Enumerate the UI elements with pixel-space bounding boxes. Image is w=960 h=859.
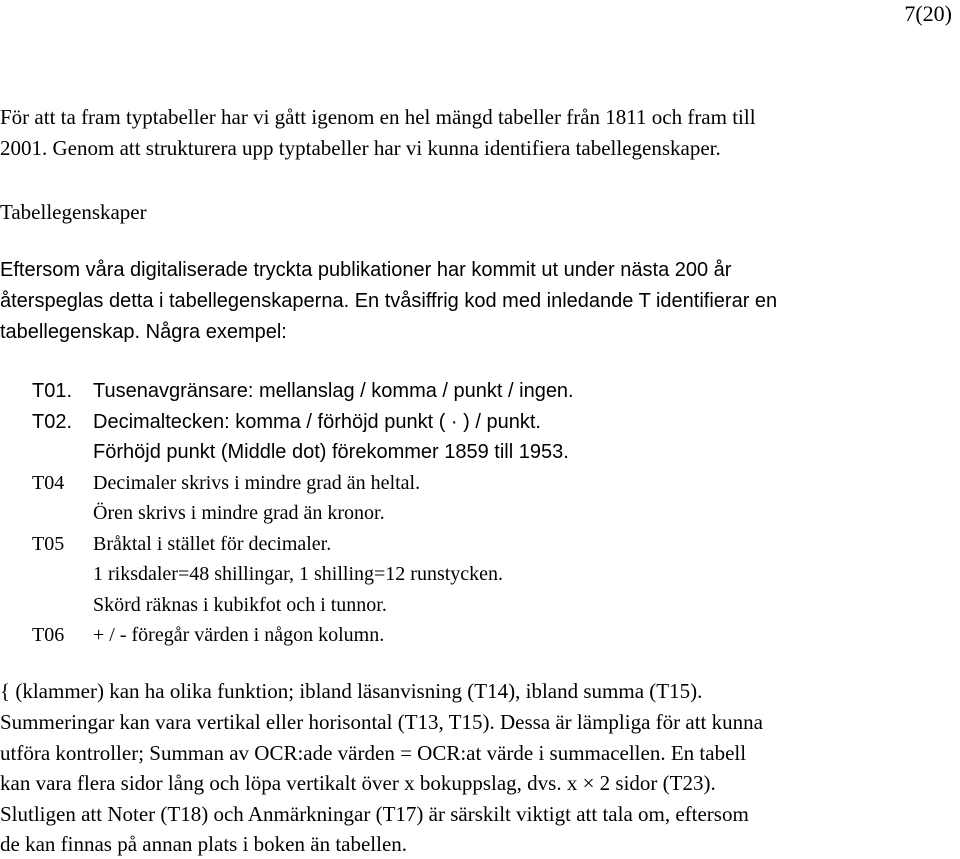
code-description: + / - föregår värden i någon kolumn. xyxy=(93,624,385,646)
code-row xyxy=(32,594,574,625)
table-property-code-list xyxy=(32,380,574,655)
intro-line-2: 2001. Genom att strukturera upp typtabeller har vi kunna identifiera tabellegenskaper. xyxy=(0,136,721,160)
code-description: Tusenavgränsare: mellanslag / komma / punkt / ingen. xyxy=(93,380,574,402)
code-description: 1 riksdaler=48 shillingar, 1 shilling=12 runstycken. xyxy=(93,563,504,585)
closing-line-3: utföra kontroller; Summan av OCR:ade värden = OCR:at värde i summacellen. En tabell xyxy=(0,741,747,765)
closing-line-1: { (klammer) kan ha olika funktion; ibland läsanvisning (T14), ibland summa (T15). xyxy=(0,679,703,703)
closing-line-2: Summeringar kan vara vertikal eller horisontal (T13, T15). Dessa är lämpliga för att kunna xyxy=(0,710,763,734)
section-line-2: återspeglas detta i tabellegenskaperna. En tvåsiffrig kod med inledande T identifierar en xyxy=(0,290,778,312)
code-row xyxy=(32,380,574,411)
closing-line-4: kan vara flera sidor lång och löpa vertikalt över x bokuppslag, dvs. x × 2 sidor (T23). xyxy=(0,771,716,795)
code-row xyxy=(32,563,574,594)
code-id: T01. xyxy=(32,380,73,402)
section-line-3: tabellegenskap. Några exempel: xyxy=(0,321,287,343)
closing-line-6: de kan finnas på annan plats i boken än tabellen. xyxy=(0,832,408,856)
code-row xyxy=(32,502,574,533)
closing-line-5: Slutligen att Noter (T18) och Anmärkningar (T17) är särskilt viktigt att tala om, eftersom xyxy=(0,802,749,826)
code-row xyxy=(32,411,574,442)
code-row xyxy=(32,472,574,503)
code-row xyxy=(32,624,574,655)
code-id: T02. xyxy=(32,410,73,433)
page-number: 7(20) xyxy=(904,1,952,26)
code-description: Decimaltecken: komma / förhöjd punkt ( · ) / punkt. xyxy=(93,410,541,433)
code-description: Skörd räknas i kubikfot och i tunnor. xyxy=(93,593,387,616)
code-row xyxy=(32,441,574,472)
code-row xyxy=(32,533,574,564)
code-description: Decimaler skrivs i mindre grad än heltal. xyxy=(93,471,421,494)
code-id: T06 xyxy=(32,624,65,646)
code-id: T05 xyxy=(32,532,65,555)
section-heading: Tabellegenskaper xyxy=(0,200,147,224)
intro-line-1: För att ta fram typtabeller har vi gått igenom en hel mängd tabeller från 1811 och fram till xyxy=(0,105,756,129)
code-id: T04 xyxy=(32,471,65,494)
code-description: Bråktal i stället för decimaler. xyxy=(93,532,332,555)
section-line-1: Eftersom våra digitaliserade tryckta publikationer har kommit ut under nästa 200 år xyxy=(0,259,732,281)
code-description: Förhöjd punkt (Middle dot) förekommer 1859 till 1953. xyxy=(93,441,569,463)
code-description: Ören skrivs i mindre grad än kronor. xyxy=(93,502,385,524)
